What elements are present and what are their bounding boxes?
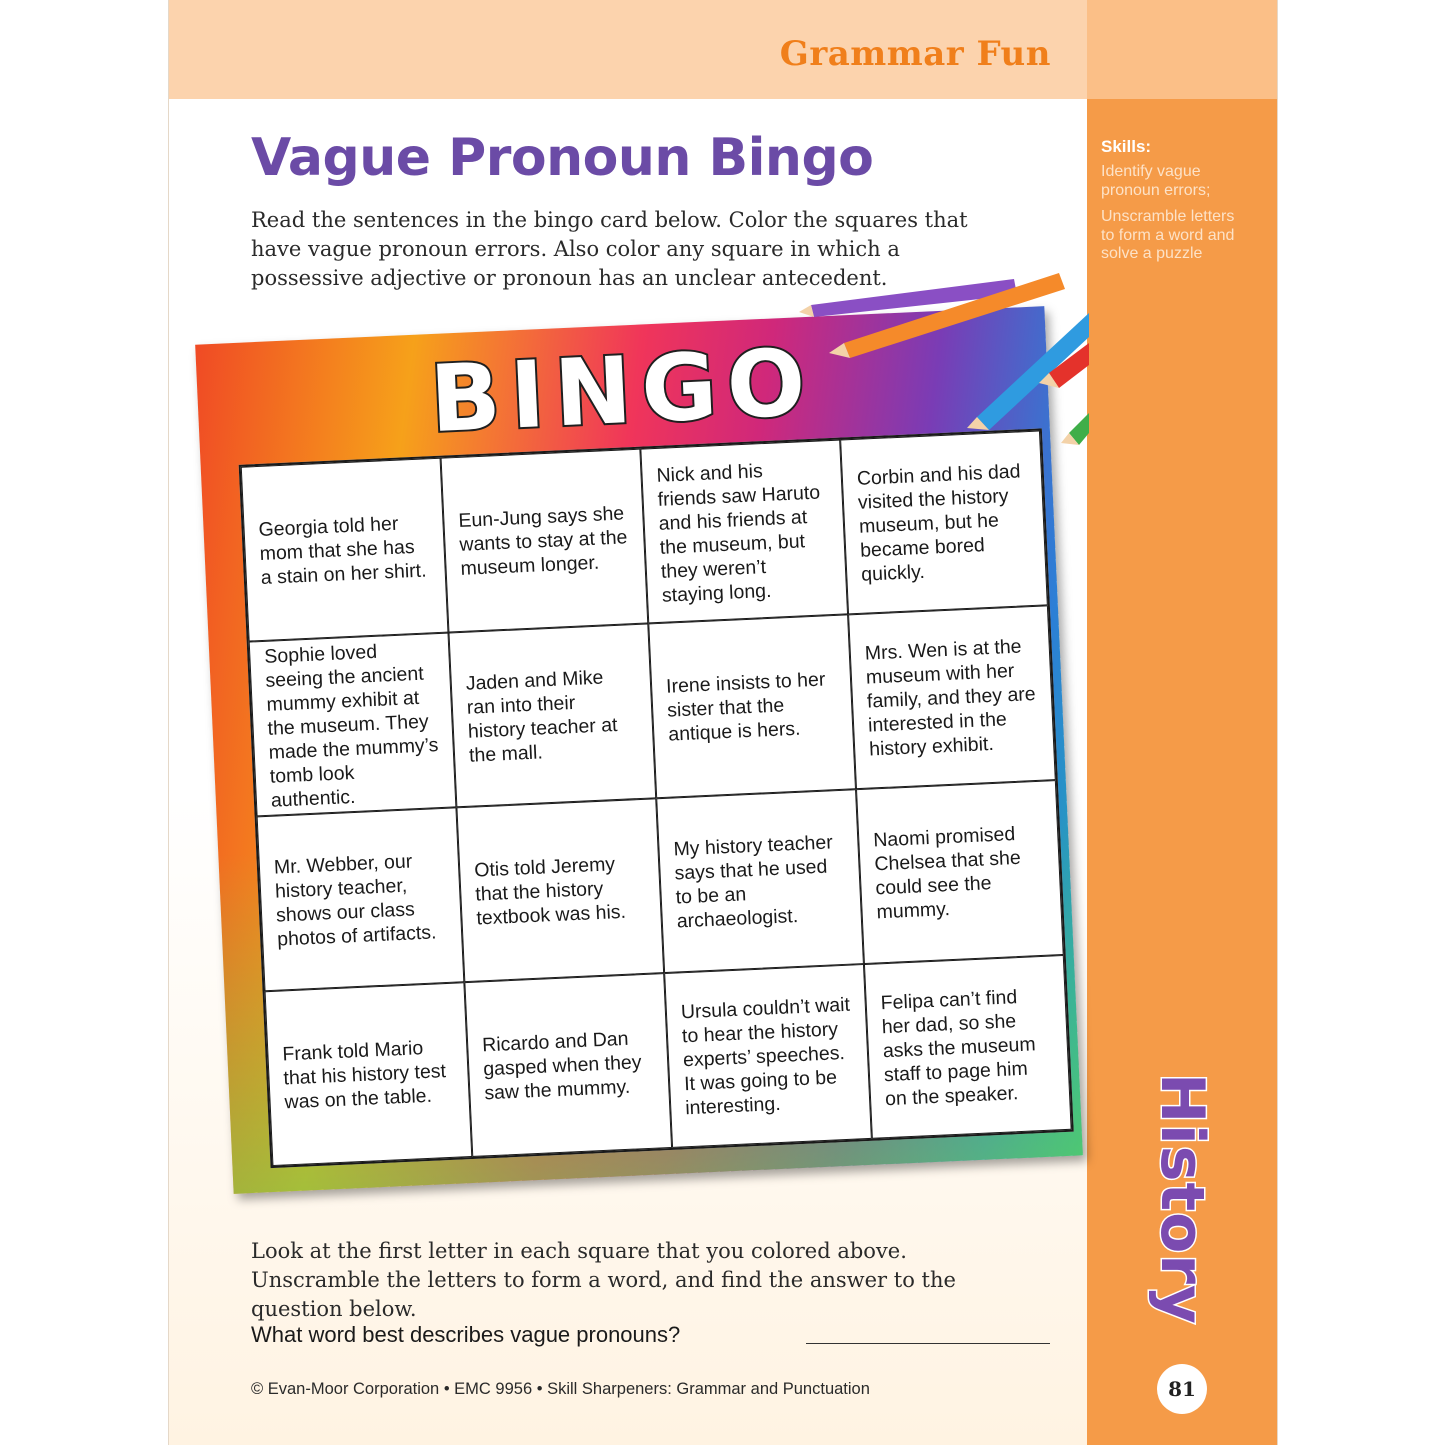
skill-item: Identify vague pronoun errors; xyxy=(1101,163,1211,199)
green-pencil-icon xyxy=(1061,413,1089,445)
skill-item: Unscramble letters to form a word and solve a puzzle xyxy=(1101,208,1235,262)
footer-copyright: © Evan-Moor Corporation • EMC 9956 • Skill Sharpeners: Grammar and Punctuation xyxy=(251,1380,870,1398)
bingo-square[interactable]: Georgia told her mom that she has a stain on her shirt. xyxy=(241,458,449,642)
bingo-grid xyxy=(239,428,1074,1168)
orange-pencil-icon xyxy=(829,273,1065,358)
bingo-square[interactable]: Irene insists to her sister that the antique is hers. xyxy=(648,614,856,798)
answer-line[interactable] xyxy=(806,1343,1050,1344)
subject-tab xyxy=(1147,1069,1217,1329)
intro-text: Read the sentences in the bingo card below. Color the squares that have vague pronoun errors. Also color any square in which a possessive adjective or pronoun has an unclear antecedent. xyxy=(251,208,968,290)
skills-label: Skills: xyxy=(1101,137,1152,156)
bingo-square[interactable]: Ursula couldn’t wait to hear the history experts’ speeches. It was going to be interesting. xyxy=(664,964,872,1148)
colored-pencils-illustration xyxy=(799,265,1089,465)
bingo-square[interactable]: Sophie loved seeing the ancient mummy exhibit at the museum. They made the mummy’s tomb look authentic. xyxy=(249,633,457,817)
bingo-square[interactable]: Eun-Jung says she wants to stay at the museum longer. xyxy=(441,449,649,633)
bingo-heading: BINGO xyxy=(427,328,818,454)
sidebar-top-block xyxy=(1087,0,1277,99)
header-band xyxy=(169,0,1087,99)
subject-label: History xyxy=(1147,1072,1217,1326)
page-number: 81 xyxy=(1157,1364,1207,1414)
bingo-square[interactable]: Corbin and his dad visited the history museum, but he became bored quickly. xyxy=(840,430,1048,614)
sidebar xyxy=(1087,99,1277,1445)
unscramble-instructions: Look at the first letter in each square that you colored above. Unscramble the letters to form a word, and find the answer to the question below. xyxy=(251,1239,956,1321)
bingo-square[interactable]: Otis told Jeremy that the history textbook was his. xyxy=(456,798,664,982)
worksheet-page xyxy=(168,0,1278,1445)
bingo-square[interactable]: Felipa can’t find her dad, so she asks the museum staff to page him on the speaker. xyxy=(864,955,1072,1139)
bingo-square[interactable]: Naomi promised Chelsea that she could see the mummy. xyxy=(856,780,1064,964)
bingo-square[interactable]: Ricardo and Dan gasped when they saw the mummy. xyxy=(464,973,672,1157)
page-title: Vague Pronoun Bingo xyxy=(251,128,874,188)
series-title: Grammar Fun xyxy=(779,34,1051,74)
question-text: What word best describes vague pronouns? xyxy=(251,1322,681,1347)
bingo-square[interactable]: Nick and his friends saw Haruto and his friends at the museum, but they weren’t staying long. xyxy=(640,440,848,624)
bingo-square[interactable]: Jaden and Mike ran into their history teacher at the mall. xyxy=(448,623,656,807)
bingo-square[interactable]: Frank told Mario that his history test was on the table. xyxy=(265,982,473,1166)
bingo-square[interactable]: Mr. Webber, our history teacher, shows our class photos of artifacts. xyxy=(257,807,465,991)
bingo-square[interactable]: Mrs. Wen is at the museum with her family, and they are interested in the history exhibit. xyxy=(848,605,1056,789)
bingo-square[interactable]: My history teacher says that he used to be an archaeologist. xyxy=(656,789,864,973)
